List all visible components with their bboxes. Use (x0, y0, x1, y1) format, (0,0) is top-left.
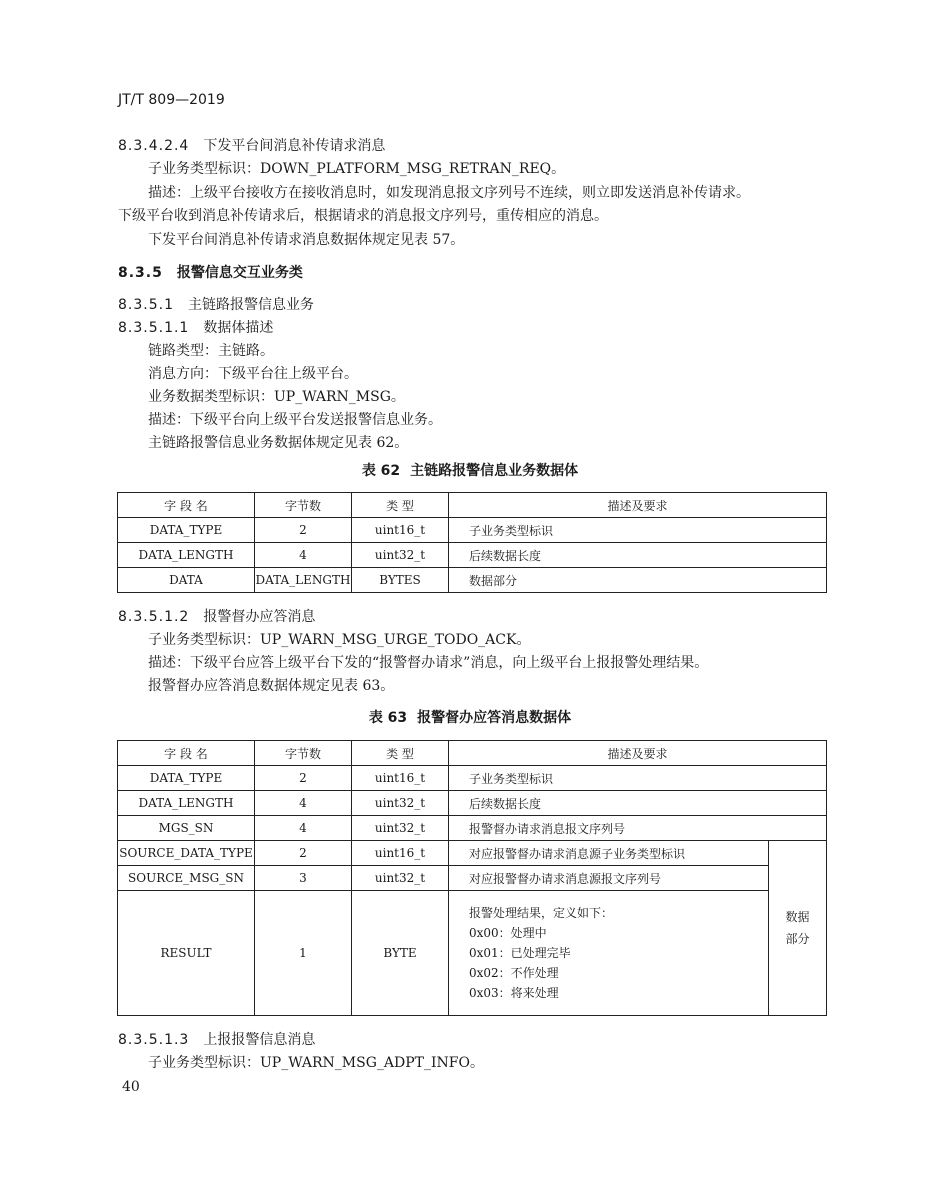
table-row (118, 891, 827, 1016)
type-cell: uint32_t (352, 791, 449, 816)
table-row (118, 766, 827, 791)
column-header: 字节数 (255, 741, 352, 766)
description-cell: 对应报警督办请求消息源子业务类型标识 (449, 841, 769, 866)
table-63 (117, 740, 827, 1016)
standard-code: JT/T 809—2019 (118, 92, 225, 108)
paragraph: 主链路报警信息业务数据体规定见表 62。 (148, 435, 409, 451)
result-description-line: 报警处理结果，定义如下： (469, 906, 614, 920)
type-cell: BYTES (352, 568, 449, 593)
section-number: 8.3.5.1.3 (118, 1032, 190, 1048)
field-name-cell: SOURCE_MSG_SN (118, 866, 255, 891)
section-heading-8-3-5 (118, 262, 303, 284)
table-row (118, 543, 827, 568)
table-row (118, 866, 827, 891)
table-row (118, 518, 827, 543)
section-title: 报警信息交互业务类 (176, 265, 303, 281)
field-name-cell: DATA_TYPE (118, 766, 255, 791)
result-description-line: 0x02：不作处理 (469, 966, 559, 980)
section-number: 8.3.5.1 (118, 297, 174, 313)
section-title: 下发平台间消息补传请求消息 (203, 138, 386, 154)
column-header: 字 段 名 (118, 493, 255, 518)
table-row (118, 568, 827, 593)
description-cell: 子业务类型标识 (449, 518, 827, 543)
type-cell: uint32_t (352, 543, 449, 568)
section-number: 8.3.4.2.4 (118, 138, 190, 154)
section-heading-8-3-5-1-2 (118, 606, 315, 628)
table-62-caption (0, 460, 940, 480)
page-number: 40 (122, 1079, 140, 1095)
paragraph: 子业务类型标识：DOWN_PLATFORM_MSG_RETRAN_REQ。 (148, 161, 566, 177)
description-cell: 报警督办请求消息报文序列号 (449, 816, 827, 841)
section-title: 上报报警信息消息 (203, 1032, 316, 1048)
type-cell: uint32_t (352, 816, 449, 841)
paragraph: 业务数据类型标识：UP_WARN_MSG。 (148, 389, 405, 405)
section-number: 8.3.5.1.2 (118, 609, 190, 625)
type-cell: uint16_t (352, 766, 449, 791)
paragraph: 子业务类型标识：UP_WARN_MSG_URGE_TODO_ACK。 (148, 632, 531, 648)
type-cell: uint16_t (352, 518, 449, 543)
section-heading-8-3-5-1-3 (118, 1029, 315, 1051)
paragraph: 消息方向：下级平台往上级平台。 (148, 366, 358, 382)
field-name-cell: DATA_LENGTH (118, 791, 255, 816)
description-cell: 后续数据长度 (449, 791, 827, 816)
byte-count-cell: 4 (255, 543, 352, 568)
section-title: 报警督办应答消息 (203, 609, 316, 625)
column-header: 类 型 (352, 493, 449, 518)
paragraph-continuation: 下级平台收到消息补传请求后，根据请求的消息报文序列号，重传相应的消息。 (118, 208, 608, 224)
table-number: 表 63 (368, 710, 408, 726)
result-description-line: 0x03：将来处理 (469, 986, 559, 1000)
byte-count-cell: 3 (255, 866, 352, 891)
section-title: 主链路报警信息业务 (187, 297, 314, 313)
field-name-cell: DATA_LENGTH (118, 543, 255, 568)
byte-count-cell: 4 (255, 816, 352, 841)
table-row (118, 791, 827, 816)
field-name-cell: MGS_SN (118, 816, 255, 841)
field-name-cell: DATA (118, 568, 255, 593)
field-name-cell: RESULT (118, 891, 255, 1016)
table-title: 报警督办应答消息数据体 (417, 710, 572, 726)
column-header: 描述及要求 (449, 493, 827, 518)
column-header: 类 型 (352, 741, 449, 766)
description-cell: 数据部分 (449, 568, 827, 593)
column-header: 字节数 (255, 493, 352, 518)
column-header: 描述及要求 (449, 741, 827, 766)
paragraph: 描述：上级平台接收方在接收消息时，如发现消息报文序列号不连续，则立即发送消息补传请求。 (148, 185, 750, 201)
description-cell: 后续数据长度 (449, 543, 827, 568)
type-cell: BYTE (352, 891, 449, 1016)
paragraph: 下发平台间消息补传请求消息数据体规定见表 57。 (148, 232, 465, 248)
description-cell: 对应报警督办请求消息源报文序列号 (449, 866, 769, 891)
paragraph: 描述：下级平台向上级平台发送报警信息业务。 (148, 412, 442, 428)
field-name-cell: DATA_TYPE (118, 518, 255, 543)
data-section-label-line2: 部分 (785, 932, 810, 946)
table-header-row (118, 741, 827, 766)
type-cell: uint32_t (352, 866, 449, 891)
table-62 (117, 492, 827, 593)
byte-count-cell: DATA_LENGTH (255, 568, 352, 593)
section-heading-8-3-5-1 (118, 294, 314, 316)
paragraph: 报警督办应答消息数据体规定见表 63。 (148, 678, 395, 694)
field-name-cell: SOURCE_DATA_TYPE (118, 841, 255, 866)
result-description-cell (449, 891, 769, 1016)
byte-count-cell: 2 (255, 841, 352, 866)
section-heading-8-3-5-1-1 (118, 317, 273, 339)
result-description-line: 0x00：处理中 (469, 926, 547, 940)
result-description-line: 0x01：已处理完毕 (469, 946, 571, 960)
data-section-label-line1: 数据 (785, 910, 810, 924)
section-heading-8-3-4-2-4 (118, 135, 385, 157)
description-cell: 子业务类型标识 (449, 766, 827, 791)
paragraph: 链路类型：主链路。 (148, 343, 274, 359)
byte-count-cell: 2 (255, 518, 352, 543)
paragraph: 子业务类型标识：UP_WARN_MSG_ADPT_INFO。 (148, 1055, 484, 1071)
paragraph: 描述：下级平台应答上级平台下发的“报警督办请求”消息，向上级平台上报报警处理结果。 (148, 655, 709, 671)
data-section-label-cell (769, 841, 827, 1016)
table-row (118, 816, 827, 841)
table-header-row (118, 493, 827, 518)
column-header: 字 段 名 (118, 741, 255, 766)
byte-count-cell: 1 (255, 891, 352, 1016)
table-63-caption (0, 707, 940, 727)
table-number: 表 62 (361, 463, 401, 479)
type-cell: uint16_t (352, 841, 449, 866)
table-title: 主链路报警信息业务数据体 (410, 463, 579, 479)
section-number: 8.3.5.1.1 (118, 320, 190, 336)
byte-count-cell: 4 (255, 791, 352, 816)
table-row (118, 841, 827, 866)
section-number: 8.3.5 (118, 265, 163, 281)
byte-count-cell: 2 (255, 766, 352, 791)
section-title: 数据体描述 (203, 320, 274, 336)
